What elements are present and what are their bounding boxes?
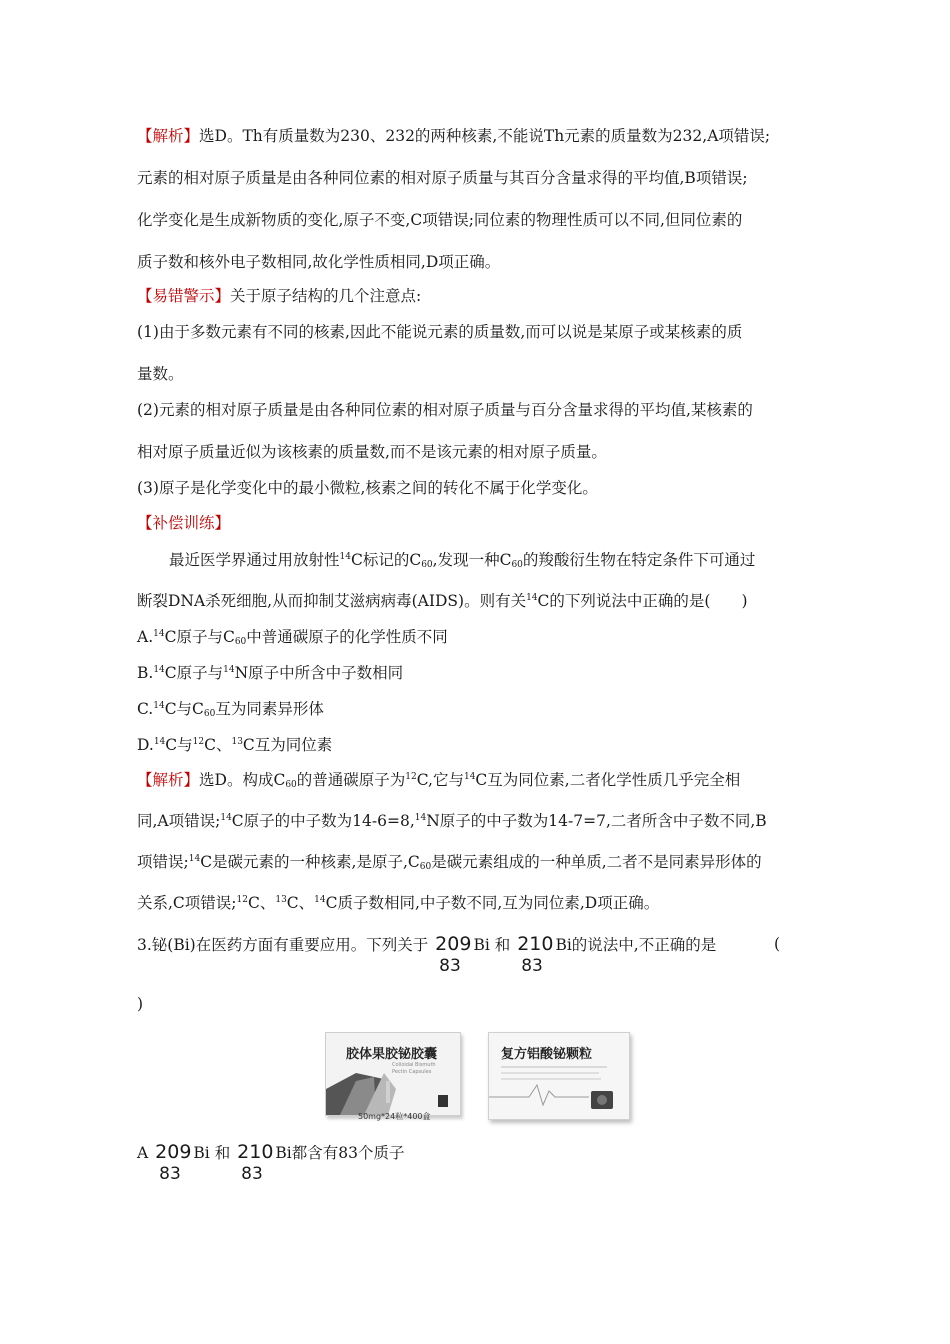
element-symbol: Bi (193, 1144, 210, 1162)
question-text: C的下列说法中正确的是( ) (537, 592, 748, 610)
warning-point-1: (1)由于多数元素有不同的核素,因此不能说元素的质量数,而可以说是某原子或某核素的质 (137, 323, 743, 341)
product-dose: 50mg*24粒*400盒 (358, 1112, 431, 1121)
subscript: 60 (419, 862, 432, 872)
mass-number: 14 (463, 772, 476, 782)
product-title: 复方铝酸铋颗粒 (501, 1047, 593, 1062)
isotope-bi-210 (237, 1141, 274, 1184)
option-text: 中普通碳原子的化学性质不同 (246, 628, 448, 646)
option-b (137, 663, 403, 683)
isotope-bi-209 (435, 933, 472, 976)
option-text: N原子中所含中子数相同 (234, 664, 404, 682)
subscript: 60 (511, 560, 523, 570)
analysis-text: C、 (286, 894, 315, 912)
option-letter: C. (137, 700, 154, 718)
option-text: 和 (214, 1144, 231, 1162)
analysis-text: C,它与 (416, 771, 464, 789)
analysis-text: 选D。构成C (199, 771, 286, 789)
option-a (137, 627, 448, 647)
option-text: C原子与C (164, 628, 235, 646)
mass-number: 14 (153, 701, 165, 711)
question-text: ,发现一种C (432, 551, 512, 569)
subscript: 60 (234, 637, 247, 647)
element-symbol: Bi (473, 936, 490, 954)
analysis-text: 项错误; (137, 853, 189, 871)
option-text: C互为同位素 (242, 736, 333, 754)
analysis2-line-3 (137, 852, 762, 872)
analysis-tag: 【解析】 (137, 771, 200, 789)
mass-number: 14 (223, 665, 235, 675)
product-subtitle: Colloidal Bismuth (392, 1062, 436, 1068)
mass-number: 209 (155, 1141, 192, 1163)
option-text: Bi都含有83个质子 (275, 1144, 405, 1162)
mass-number: 14 (188, 854, 201, 864)
analysis-paragraph-1 (137, 126, 770, 146)
product-subtitle: Pectin Capsules (392, 1069, 432, 1075)
mass-number: 12 (192, 737, 205, 747)
analysis-text: 同,A项错误; (137, 812, 221, 830)
option-letter: B. (137, 664, 154, 682)
analysis2-line-4 (137, 893, 659, 913)
analysis-text: C原子的中子数为14-6=8, (231, 812, 415, 830)
mass-number: 14 (220, 813, 232, 823)
warning-point-2-cont: 相对原子质量近似为该核素的质量数,而不是该元素的相对原子质量。 (137, 443, 607, 461)
mass-number: 14 (314, 895, 326, 905)
option-letter: D. (137, 736, 154, 754)
option-text: C、 (204, 736, 232, 754)
question-text: 最近医学界通过用放射性 (169, 551, 340, 569)
warning-intro: 关于原子结构的几个注意点: (230, 287, 422, 305)
option-c (137, 699, 324, 719)
analysis2-line-2 (137, 811, 767, 831)
analysis-text: 选D。Th有质量数为230、232的两种核素,不能说Th元素的质量数为232,A项错误; (199, 127, 771, 145)
option-letter: A (137, 1144, 149, 1162)
option-text: C与C (164, 700, 204, 718)
analysis-text: C、 (247, 894, 276, 912)
question-text: Bi的说法中,不正确的是 (555, 936, 717, 954)
warning-point-2: (2)元素的相对原子质量是由各种同位素的相对原子质量与百分含量求得的平均值,某核素的 (137, 401, 753, 419)
answer-paren-open: ( (774, 935, 781, 953)
question-text: 断裂DNA杀死细胞,从而抑制艾滋病病毒(AIDS)。则有关 (137, 592, 527, 610)
subscript: 60 (285, 780, 297, 790)
warning-point-1-cont: 量数。 (137, 365, 184, 383)
product-box-graphic (489, 1033, 629, 1119)
option-d (137, 735, 332, 755)
question-3 (137, 933, 717, 976)
question-text: 3.铋(Bi)在医药方面有重要应用。下列关于 (137, 936, 429, 954)
analysis-text: 的普通碳原子为 (296, 771, 406, 789)
mass-number: 210 (237, 1141, 274, 1163)
mass-number: 210 (517, 933, 554, 955)
subscript: 60 (203, 709, 216, 719)
analysis-tag: 【解析】 (137, 127, 200, 145)
mass-number: 14 (526, 593, 538, 603)
mass-number: 14 (414, 813, 427, 823)
option-text: C与 (165, 736, 193, 754)
mass-number: 14 (153, 737, 166, 747)
product-image-colloidal-bismuth (325, 1032, 461, 1116)
warning-tag: 【易错警示】 (137, 287, 231, 305)
option-text: C原子与 (164, 664, 224, 682)
atomic-number: 83 (439, 956, 461, 976)
analysis-text: 是碳元素组成的一种单质,二者不是同素异形体的 (431, 853, 762, 871)
q3-option-a (137, 1141, 405, 1184)
subscript: 60 (421, 560, 433, 570)
mass-number: 12 (405, 772, 417, 782)
practice-question-line-1 (169, 550, 755, 570)
option-text: 互为同素异形体 (215, 700, 324, 718)
analysis-text: C质子数相同,中子数不同,互为同位素,D项正确。 (325, 894, 660, 912)
mass-number: 14 (153, 665, 165, 675)
product-box-graphic (326, 1059, 460, 1115)
product-title: 胶体果胶铋胶囊 (346, 1047, 438, 1062)
product-image-compound-bismuth (488, 1032, 630, 1120)
analysis-line: 化学变化是生成新物质的变化,原子不变,C项错误;同位素的物理性质可以不同,但同位素的 (137, 211, 743, 229)
isotope-bi-209 (155, 1141, 192, 1184)
answer-paren-close: ) (137, 995, 144, 1013)
analysis-line: 元素的相对原子质量是由各种同位素的相对原子质量与其百分含量求得的平均值,B项错误; (137, 169, 748, 187)
practice-tag: 【补偿训练】 (137, 514, 231, 532)
analysis-text: N原子的中子数为14-7=7,二者所含中子数不同,B (426, 812, 767, 830)
analysis-text: C互为同位素,二者化学性质几乎完全相 (475, 771, 741, 789)
warning-point-3: (3)原子是化学变化中的最小微粒,核素之间的转化不属于化学变化。 (137, 479, 598, 497)
atomic-number: 83 (521, 956, 543, 976)
question-text: C标记的C (350, 551, 422, 569)
mass-number: 13 (275, 895, 287, 905)
question-text: 的羧酸衍生物在特定条件下可通过 (522, 551, 756, 569)
warning-heading (137, 286, 421, 306)
atomic-number: 83 (241, 1164, 263, 1184)
practice-heading (137, 513, 230, 533)
option-letter: A. (137, 628, 154, 646)
mass-number: 12 (236, 895, 248, 905)
mass-number: 13 (231, 737, 243, 747)
analysis-line: 质子数和核外电子数相同,故化学性质相同,D项正确。 (137, 253, 501, 271)
question-text: 和 (494, 936, 511, 954)
analysis-text: C是碳元素的一种核素,是原子,C (200, 853, 420, 871)
atomic-number: 83 (159, 1164, 181, 1184)
mass-number: 14 (153, 629, 165, 639)
mass-number: 209 (435, 933, 472, 955)
mass-number: 14 (339, 552, 351, 562)
practice-question-line-2 (137, 591, 748, 611)
analysis2-line-1 (137, 770, 740, 790)
isotope-bi-210 (517, 933, 554, 976)
analysis-text: 关系,C项错误; (137, 894, 237, 912)
